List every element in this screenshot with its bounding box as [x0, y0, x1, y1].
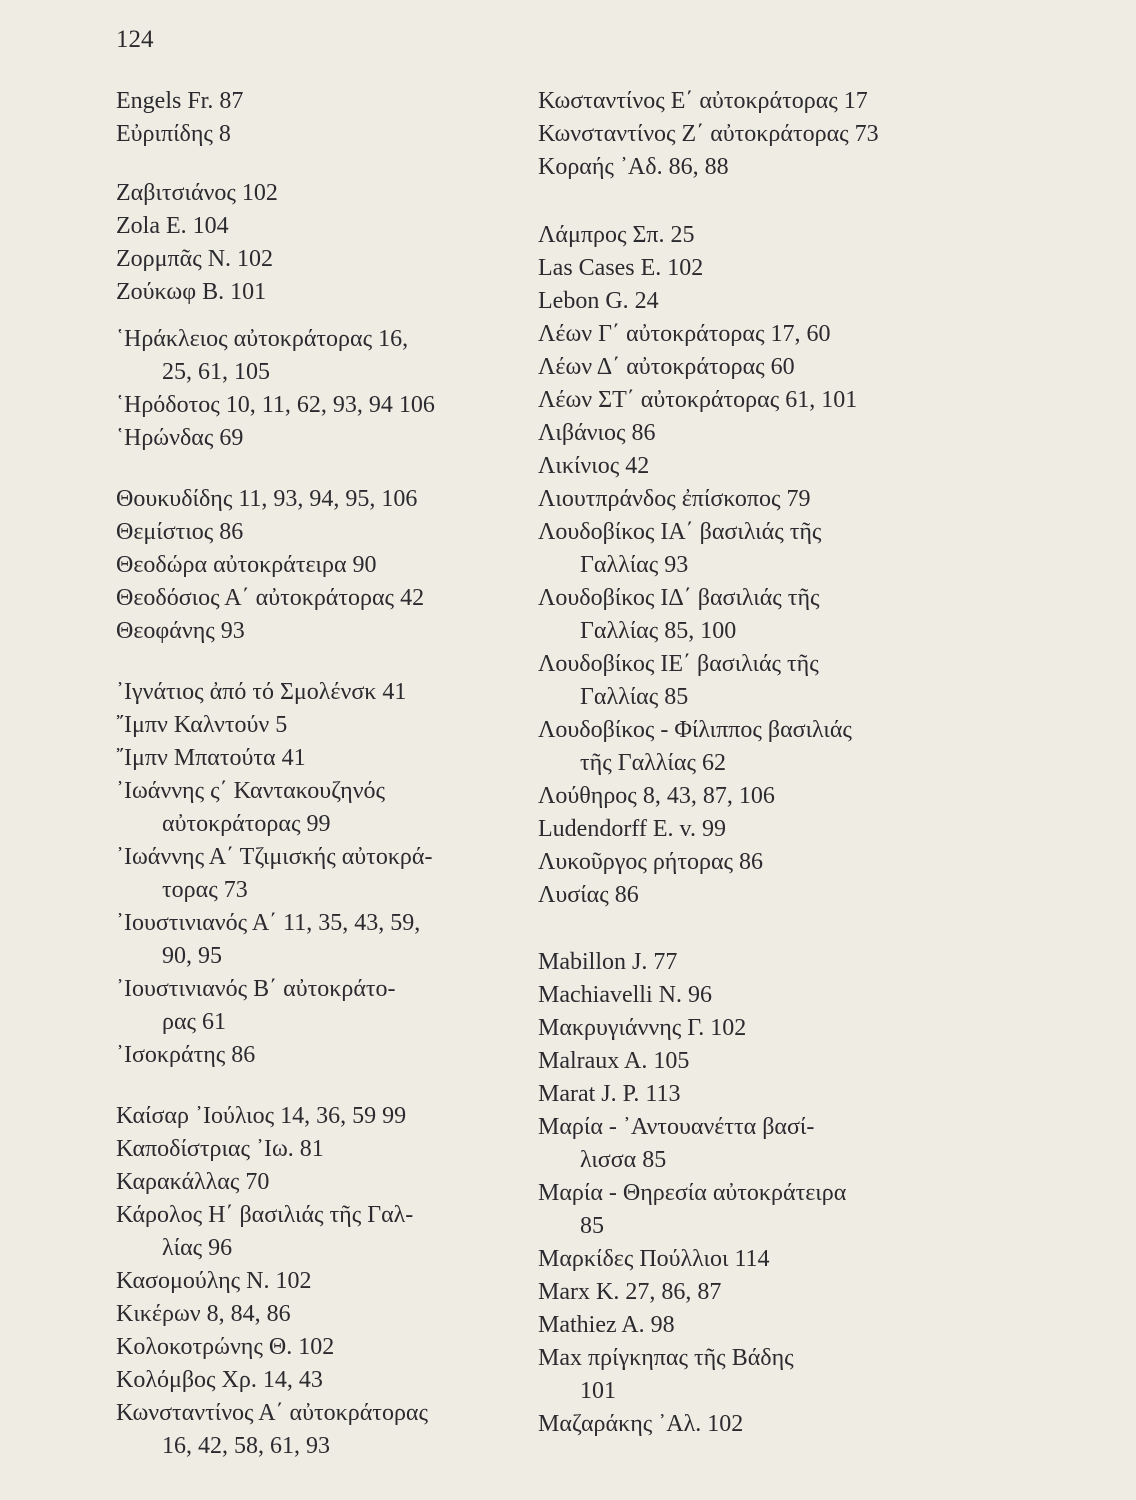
index-entry — [538, 484, 811, 517]
index-entry-text: Engels Fr. 87 — [116, 88, 244, 114]
index-entry — [538, 286, 659, 319]
page-number: 124 — [116, 26, 154, 53]
index-entry-text: Μακρυγιάννης Γ. 102 — [538, 1015, 747, 1041]
index-entry — [116, 390, 435, 423]
index-entry-continuation: 25, 61, 105 — [162, 359, 270, 385]
index-entry-text: Ζούκωφ Β. 101 — [116, 279, 267, 305]
index-entry — [116, 743, 306, 776]
index-entry-text: Λιβάνιος 86 — [538, 420, 656, 446]
index-entry — [538, 947, 677, 980]
index-entry — [116, 842, 432, 908]
index-entry-text: ᾿Ισοκράτης 86 — [116, 1042, 256, 1068]
index-entry — [116, 776, 385, 842]
index-entry — [116, 1101, 406, 1134]
index-entry — [538, 352, 795, 385]
index-entry-text: Marat J. P. 113 — [538, 1081, 681, 1107]
index-entry-text: Ζορμπᾶς Ν. 102 — [116, 246, 274, 272]
index-entry — [116, 616, 245, 649]
index-entry-text: Κολοκοτρώνης Θ. 102 — [116, 1334, 335, 1360]
index-entry — [538, 980, 712, 1013]
index-entry-continuation: Γαλλίας 85 — [580, 684, 689, 710]
index-entry-continuation: Γαλλίας 93 — [580, 552, 689, 578]
index-entry-text: Λούθηρος 8, 43, 87, 106 — [538, 783, 775, 809]
index-entry — [538, 119, 879, 152]
index-entry — [538, 715, 852, 781]
index-entry-text: Malraux A. 105 — [538, 1048, 690, 1074]
index-entry — [538, 1178, 846, 1244]
index-entry — [538, 1277, 721, 1310]
index-entry-text: ᾿Ιωάννης ς΄ Καντακουζηνός — [116, 778, 386, 804]
index-entry-text: Mabillon J. 77 — [538, 949, 678, 975]
index-entry — [116, 484, 417, 517]
index-entry-text: Λάμπρος Σπ. 25 — [538, 222, 695, 248]
index-entry — [116, 1040, 255, 1073]
index-entry-continuation: αὐτοκράτορας 99 — [162, 811, 331, 837]
index-entry-text: ᾿Ιωάννης Α΄ Τζιμισκής αὐτοκρά- — [116, 844, 433, 870]
index-entry-text: Λέων Γ΄ αὐτοκράτορας 17, 60 — [538, 321, 831, 347]
index-entry — [116, 1200, 413, 1266]
index-entry-text: Μαρία - ᾿Αντουανέττα βασί- — [538, 1114, 815, 1140]
index-entry — [538, 253, 703, 286]
index-entry-text: ῎Ιμπν Καλντούν 5 — [116, 712, 288, 738]
index-entry — [538, 220, 695, 253]
index-entry-continuation: ρας 61 — [162, 1009, 227, 1035]
index-entry — [116, 583, 424, 616]
index-entry — [538, 814, 726, 847]
index-entry — [538, 781, 775, 814]
index-entry — [538, 649, 819, 715]
index-entry-text: Μαζαράκης ᾿Αλ. 102 — [538, 1411, 744, 1437]
index-entry-text: Κικέρων 8, 84, 86 — [116, 1301, 291, 1327]
index-entry-continuation: 85 — [580, 1213, 604, 1239]
index-entry-continuation: τορας 73 — [162, 877, 248, 903]
index-entry-text: Λιουτπράνδος ἐπίσκοπος 79 — [538, 486, 811, 512]
index-entry-text: Θεοδώρα αὐτοκράτειρα 90 — [116, 552, 377, 578]
index-entry-continuation: 101 — [580, 1378, 616, 1404]
index-entry — [538, 847, 763, 880]
index-entry — [538, 1079, 680, 1112]
index-entry-text: Λικίνιος 42 — [538, 453, 650, 479]
index-entry — [116, 324, 408, 390]
index-entry-text: Κωσταντίνος Ε΄ αὐτοκράτορας 17 — [538, 88, 868, 114]
index-entry — [538, 1343, 794, 1409]
index-entry-text: Λέων ΣΤ΄ αὐτοκράτορας 61, 101 — [538, 387, 858, 413]
index-entry-text: Καίσαρ ᾿Ιούλιος 14, 36, 59 99 — [116, 1103, 407, 1129]
index-entry — [116, 244, 273, 277]
index-entry-text: Λέων Δ΄ αὐτοκράτορας 60 — [538, 354, 795, 380]
index-entry — [116, 423, 243, 456]
index-entry — [538, 880, 639, 913]
index-entry — [538, 1244, 770, 1277]
index-entry — [538, 418, 655, 451]
index-entry-text: ᾿Ιουστινιανός Β΄ αὐτοκράτο- — [116, 976, 396, 1002]
index-entry-text: Marx K. 27, 86, 87 — [538, 1279, 722, 1305]
index-entry-text: Κωνσταντίνος Α΄ αὐτοκράτορας — [116, 1400, 428, 1426]
index-entry-text: Κασομούλης Ν. 102 — [116, 1268, 312, 1294]
index-entry — [538, 152, 729, 185]
index-entry — [116, 211, 229, 244]
index-entry-text: Mathiez A. 98 — [538, 1312, 675, 1338]
index-entry-text: Λουδοβίκος - Φίλιππος βασιλιάς — [538, 717, 852, 743]
index-entry-text: ῾Ηρώνδας 69 — [116, 425, 244, 451]
index-entry-text: Machiavelli N. 96 — [538, 982, 712, 1008]
index-entry-text: Εὐριπίδης 8 — [116, 121, 231, 147]
index-entry-continuation: 90, 95 — [162, 943, 222, 969]
index-entry-text: Κάρολος Η΄ βασιλιάς τῆς Γαλ- — [116, 1202, 414, 1228]
index-entry — [538, 1112, 814, 1178]
index-entry-continuation: λίας 96 — [162, 1235, 233, 1261]
index-entry-text: Κοραής ᾿Αδ. 86, 88 — [538, 154, 729, 180]
index-entry — [538, 1409, 743, 1442]
index-entry-text: Κωνσταντίνος Ζ΄ αὐτοκράτορας 73 — [538, 121, 879, 147]
index-entry-text: Θεμίστιος 86 — [116, 519, 244, 545]
index-entry — [116, 86, 243, 119]
index-entry-text: Max πρίγκηπας τῆς Βάδης — [538, 1345, 794, 1371]
index-entry — [538, 385, 857, 418]
index-entry — [538, 451, 649, 484]
index-entry — [116, 1332, 334, 1365]
index-entry — [116, 1167, 269, 1200]
index-entry-text: Λουδοβίκος ΙΕ΄ βασιλιάς τῆς — [538, 651, 819, 677]
index-entry-text: Καρακάλλας 70 — [116, 1169, 270, 1195]
index-entry-text: ᾿Ιγνάτιος ἀπό τό Σμολένσκ 41 — [116, 679, 407, 705]
index-entry-text: Λουδοβίκος ΙΔ΄ βασιλιάς τῆς — [538, 585, 820, 611]
index-entry-text: Καποδίστριας ᾿Ιω. 81 — [116, 1136, 324, 1162]
index-entry — [116, 1398, 428, 1464]
index-entry-text: Μαρία - Θηρεσία αὐτοκράτειρα — [538, 1180, 847, 1206]
index-entry-continuation: λισσα 85 — [580, 1147, 667, 1173]
index-entry — [116, 710, 287, 743]
index-entry — [116, 277, 266, 310]
index-entry-text: Θεοδόσιος Α΄ αὐτοκράτορας 42 — [116, 585, 425, 611]
index-entry — [538, 583, 820, 649]
index-entry — [116, 677, 406, 710]
index-entry-text: Lebon G. 24 — [538, 288, 659, 314]
index-entry — [116, 908, 420, 974]
index-entry — [538, 517, 821, 583]
index-entry — [538, 1310, 675, 1343]
index-entry-text: ᾿Ιουστινιανός Α΄ 11, 35, 43, 59, — [116, 910, 421, 936]
index-entry-text: Θεοφάνης 93 — [116, 618, 245, 644]
index-entry-text: Ludendorff E. v. 99 — [538, 816, 726, 842]
index-entry — [116, 119, 231, 152]
index-entry-text: Ζαβιτσιάνος 102 — [116, 180, 278, 206]
index-entry — [116, 1365, 323, 1398]
index-entry-text: Μαρκίδες Πούλλιοι 114 — [538, 1246, 770, 1272]
index-entry-continuation: τῆς Γαλλίας 62 — [580, 750, 726, 776]
index-entry-text: Λυσίας 86 — [538, 882, 639, 908]
index-entry-text: Κολόμβος Χρ. 14, 43 — [116, 1367, 323, 1393]
index-entry-text: Las Cases E. 102 — [538, 255, 704, 281]
index-entry — [538, 86, 868, 119]
index-entry — [116, 178, 278, 211]
index-entry-text: Zola E. 104 — [116, 213, 229, 239]
index-entry — [538, 1013, 746, 1046]
index-entry-text: Θουκυδίδης 11, 93, 94, 95, 106 — [116, 486, 418, 512]
index-entry-text: Λουδοβίκος ΙΑ΄ βασιλιάς τῆς — [538, 519, 822, 545]
index-entry-continuation: Γαλλίας 85, 100 — [580, 618, 737, 644]
index-entry-text: ῾Ηρόδοτος 10, 11, 62, 93, 94 106 — [116, 392, 435, 418]
index-entry-text: ῾Ηράκλειος αὐτοκράτορας 16, — [116, 326, 409, 352]
index-entry — [116, 550, 377, 583]
index-entry — [538, 1046, 689, 1079]
index-entry — [116, 517, 243, 550]
index-entry — [538, 319, 830, 352]
index-entry — [116, 974, 396, 1040]
index-entry-continuation: 16, 42, 58, 61, 93 — [162, 1433, 330, 1459]
index-entry — [116, 1299, 291, 1332]
index-entry — [116, 1266, 312, 1299]
index-entry-text: ῎Ιμπν Μπατούτα 41 — [116, 745, 306, 771]
index-entry — [116, 1134, 324, 1167]
index-entry-text: Λυκοῦργος ρήτορας 86 — [538, 849, 764, 875]
